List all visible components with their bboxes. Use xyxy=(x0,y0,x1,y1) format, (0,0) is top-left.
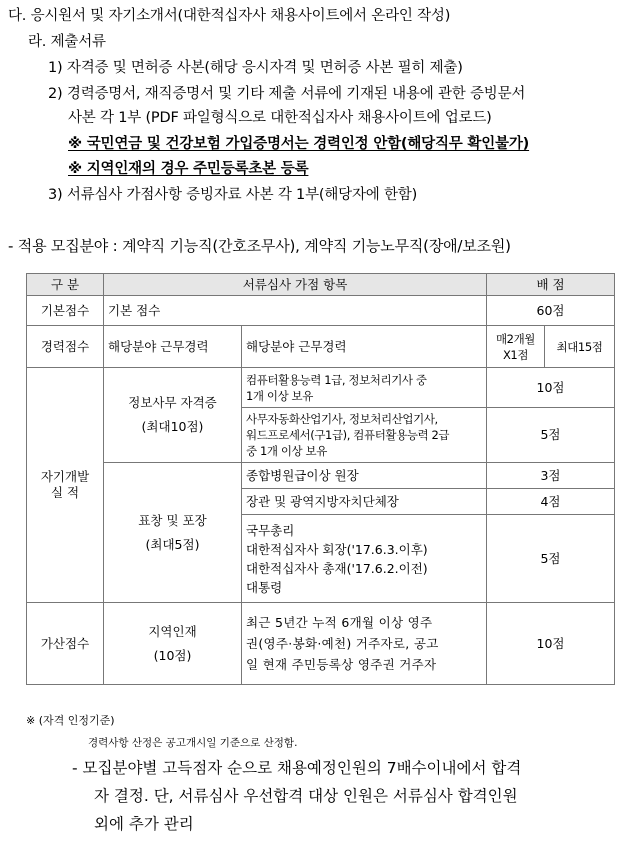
applicable-fields: - 적용 모집분야 : 계약직 기능직(간호조무사), 계약직 기능노무직(장애/보조원) xyxy=(8,237,511,255)
bonus-points: 10점 xyxy=(487,603,615,685)
career-subcategory: 해당분야 근무경력 xyxy=(104,326,242,368)
self-development-category: 자기개발 실 적 xyxy=(27,368,104,603)
award-points-3: 5점 xyxy=(487,515,615,603)
selection-note-line-2: 자 결정. 단, 서류심사 우선합격 대상 인원은 서류심사 합격인원 xyxy=(94,787,518,805)
section-da-heading: 다. 응시원서 및 자기소개서(대한적십자사 채용사이트에서 온라인 작성) xyxy=(8,8,451,24)
bonus-category: 가산점수 xyxy=(27,603,104,685)
info-cert-subcategory: 정보사무 자격증 (최대10점) xyxy=(104,368,242,463)
basic-item: 기본 점수 xyxy=(104,296,487,326)
info-cert-points-2: 5점 xyxy=(487,408,615,463)
score-table xyxy=(26,273,615,685)
table-row xyxy=(27,603,615,685)
selection-note-line-1: - 모집분야별 고득점자 순으로 채용예정인원의 7배수이내에서 합격 xyxy=(72,759,522,777)
info-cert-item-1: 컴퓨터활용능력 1급, 정보처리기사 중 1개 이상 보유 xyxy=(242,368,487,408)
basic-points: 60점 xyxy=(487,296,615,326)
career-category: 경력점수 xyxy=(27,326,104,368)
document-item-2: 2) 경력증명서, 재직증명서 및 기타 제출 서류에 기재된 내용에 관한 증빙문서 xyxy=(48,86,526,102)
career-points-per-period: 매2개월 X1점 xyxy=(487,326,545,368)
document-item-2-cont: 사본 각 1부 (PDF 파일형식으로 대한적십자사 채용사이트에 업로드) xyxy=(68,110,492,126)
award-points-2: 4점 xyxy=(487,489,615,515)
info-cert-points-1: 10점 xyxy=(487,368,615,408)
bonus-subcategory: 지역인재 (10점) xyxy=(104,603,242,685)
pension-notice: ※ 국민연금 및 건강보험 가입증명서는 경력인정 안함(해당직무 확인불가) xyxy=(68,136,530,152)
document-item-3: 3) 서류심사 가점사항 증빙자료 사본 각 1부(해당자에 한함) xyxy=(48,187,418,203)
selection-note-line-3: 외에 추가 관리 xyxy=(94,815,194,833)
award-subcategory: 표창 및 포장 (최대5점) xyxy=(104,463,242,603)
table-row xyxy=(27,296,615,326)
award-points-1: 3점 xyxy=(487,463,615,489)
career-points-max: 최대15점 xyxy=(545,326,615,368)
info-cert-item-2: 사무자동화산업기사, 정보처리산업기사, 워드프로세서(구1급), 컴퓨터활용능력 2급 중 1개 이상 보유 xyxy=(242,408,487,463)
award-item-3: 국무총리 대한적십자사 회장('17.6.3.이후) 대한적십자사 총재('17.6.2.이전) 대통령 xyxy=(242,515,487,603)
header-items: 서류심사 가점 항목 xyxy=(104,274,487,296)
table-row xyxy=(27,368,615,408)
header-points: 배 점 xyxy=(487,274,615,296)
bonus-item: 최근 5년간 누적 6개월 이상 영주 권(영주·봉화·예천) 거주자로, 공고 일 현재 주민등록상 영주권 거주자 xyxy=(242,603,487,685)
table-row xyxy=(27,463,615,489)
criteria-note-text: 경력사항 산정은 공고개시일 기준으로 산정함. xyxy=(88,737,298,749)
section-ra-heading: 라. 제출서류 xyxy=(28,34,106,50)
career-item: 해당분야 근무경력 xyxy=(242,326,487,368)
table-row xyxy=(27,326,615,368)
table-header-row xyxy=(27,274,615,296)
basic-category: 기본점수 xyxy=(27,296,104,326)
local-talent-notice: ※ 지역인재의 경우 주민등록초본 등록 xyxy=(68,161,309,177)
header-category: 구 분 xyxy=(27,274,104,296)
award-item-2: 장관 및 광역지방자치단체장 xyxy=(242,489,487,515)
criteria-note-heading: ※ (자격 인정기준) xyxy=(26,714,115,727)
document-item-1: 1) 자격증 및 면허증 사본(해당 응시자격 및 면허증 사본 필히 제출) xyxy=(48,60,463,76)
award-item-1: 종합병원급이상 원장 xyxy=(242,463,487,489)
